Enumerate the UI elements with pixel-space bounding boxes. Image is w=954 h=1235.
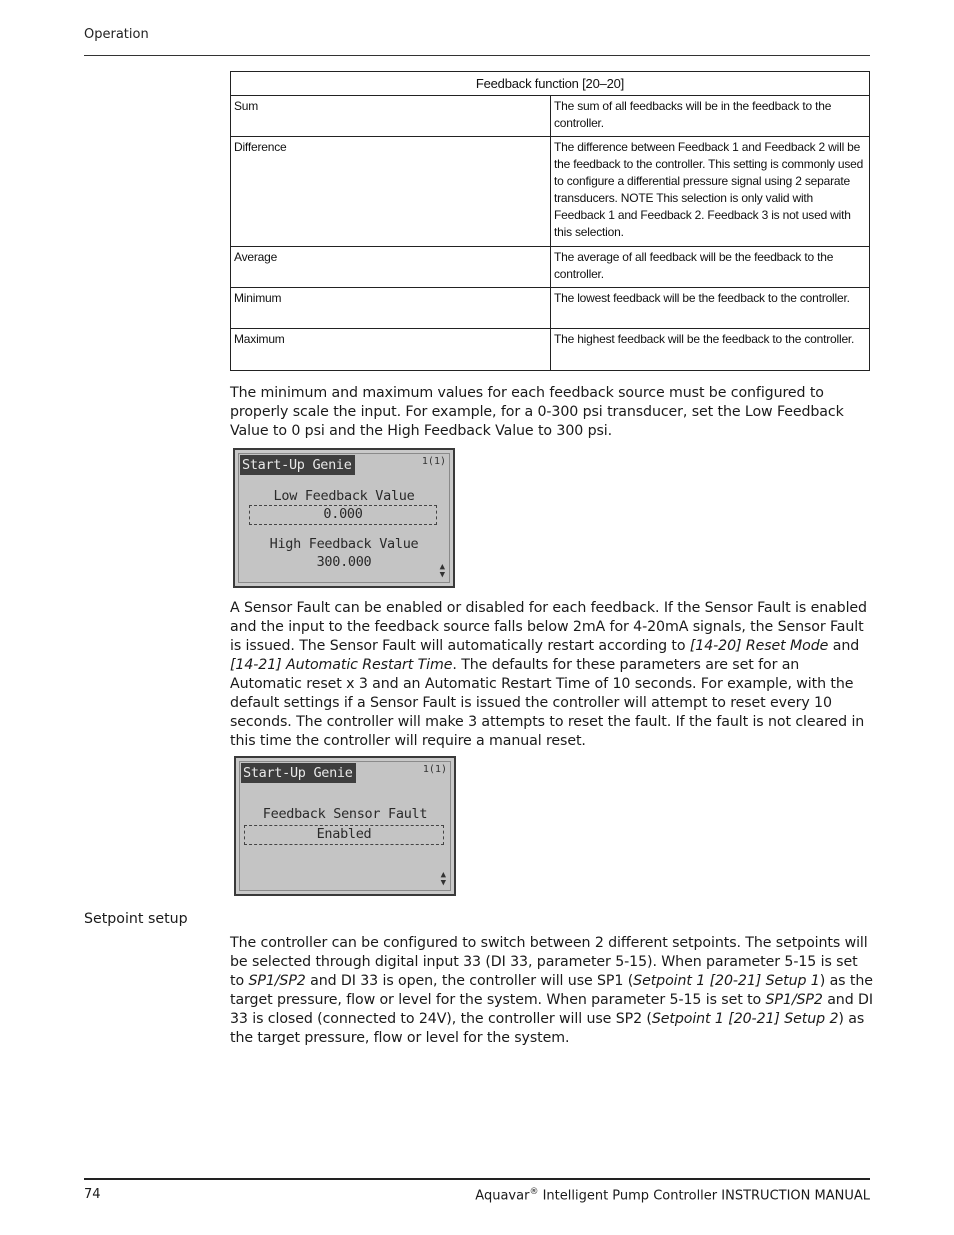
footer-rule	[84, 1178, 870, 1180]
description-cell: The sum of all feedbacks will be in the feedback to the controller.	[551, 96, 870, 137]
scroll-arrows-icon: ▲ ▼	[440, 870, 446, 888]
page-number: 74	[84, 1187, 101, 1202]
description-cell: The highest feedback will be the feedback to the controller.	[551, 329, 870, 371]
option-cell: Average	[231, 247, 551, 288]
table-row	[231, 247, 870, 288]
option-cell: Difference	[231, 137, 551, 247]
table-row	[231, 137, 870, 247]
scroll-arrows-icon: ▲ ▼	[439, 562, 445, 580]
high-feedback-value: 300.000	[316, 554, 372, 570]
option-cell: Maximum	[231, 329, 551, 371]
table-title: Feedback function [20–20]	[231, 72, 870, 96]
low-feedback-label: Low Feedback Value	[273, 488, 415, 504]
table-row	[231, 329, 870, 371]
scaling-paragraph: The minimum and maximum values for each feedback source must be configured to properly scale the input. For example, for a 0-300 psi transducer, set the Low Feedback Value to 0 psi and the High Feedback Value to 300 psi.	[230, 385, 844, 439]
high-feedback-label: High Feedback Value	[269, 536, 419, 552]
description-cell: The average of all feedback will be the feedback to the controller.	[551, 247, 870, 288]
running-header: Operation	[84, 27, 149, 42]
section-heading: Setpoint setup	[84, 911, 188, 927]
lcp-display-feedback-values	[233, 448, 455, 588]
menu-index-icon: 1(1)	[421, 456, 446, 467]
menu-index-icon: 1(1)	[422, 764, 447, 775]
option-cell: Minimum	[231, 288, 551, 329]
manual-title: Aquavar® Intelligent Pump Controller INSTRUCTION MANUAL	[475, 1187, 870, 1204]
table-row	[231, 96, 870, 137]
lcp-screen	[239, 761, 451, 891]
header-rule	[84, 55, 870, 56]
option-cell: Sum	[231, 96, 551, 137]
setpoint-paragraph: The controller can be configured to switch between 2 different setpoints. The setpoints will be selected through digital input 33 (DI 33, parameter 5-15). When parameter 5-15 is set to SP1/SP2 and DI 33 is open, the controller will use SP1 (Setpoint 1 [20-21] Setup 1) as the target pressure, flow or level for the system. When parameter 5-15 is set to SP1/SP2 and DI 33 is closed (connected to 24V), the controller will use SP2 (Setpoint 1 [20-21] Setup 2) as the target pressure, flow or level for the system.	[230, 935, 873, 1046]
low-feedback-value: 0.000	[249, 505, 437, 525]
lcp-screen	[238, 453, 450, 583]
description-cell: The lowest feedback will be the feedback to the controller.	[551, 288, 870, 329]
sensor-fault-value: Enabled	[244, 825, 444, 845]
description-cell: The difference between Feedback 1 and Feedback 2 will be the feedback to the controller. This setting is commonly used to configure a differential pressure signal using 2 separate transducers. NOTE This selection is only valid with Feedback 1 and Feedback 2. Feedback 3 is not used with this selection.	[551, 137, 870, 247]
lcp-title: Start-Up Genie	[240, 455, 355, 475]
lcp-display-sensor-fault	[234, 756, 456, 896]
table-row	[231, 288, 870, 329]
sensor-fault-label: Feedback Sensor Fault	[262, 806, 428, 822]
feedback-function-table	[230, 71, 870, 371]
sensor-fault-paragraph: A Sensor Fault can be enabled or disabled for each feedback. If the Sensor Fault is enabled and the input to the feedback source falls below 2mA for 4-20mA signals, the Sensor Fault is issued. The Sensor Fault will automatically restart according to [14-20] Reset Mode and [14-21] Automatic Restart Time. The defaults for these parameters are set for an Automatic reset x 3 and an Automatic Restart Time of 10 seconds. For example, with the default settings if a Sensor Fault is issued the controller will attempt to reset every 10 seconds. The controller will make 3 attempts to reset the fault. If the fault is not cleared in this time the controller will require a manual reset.	[230, 600, 867, 749]
lcp-title: Start-Up Genie	[241, 763, 356, 783]
